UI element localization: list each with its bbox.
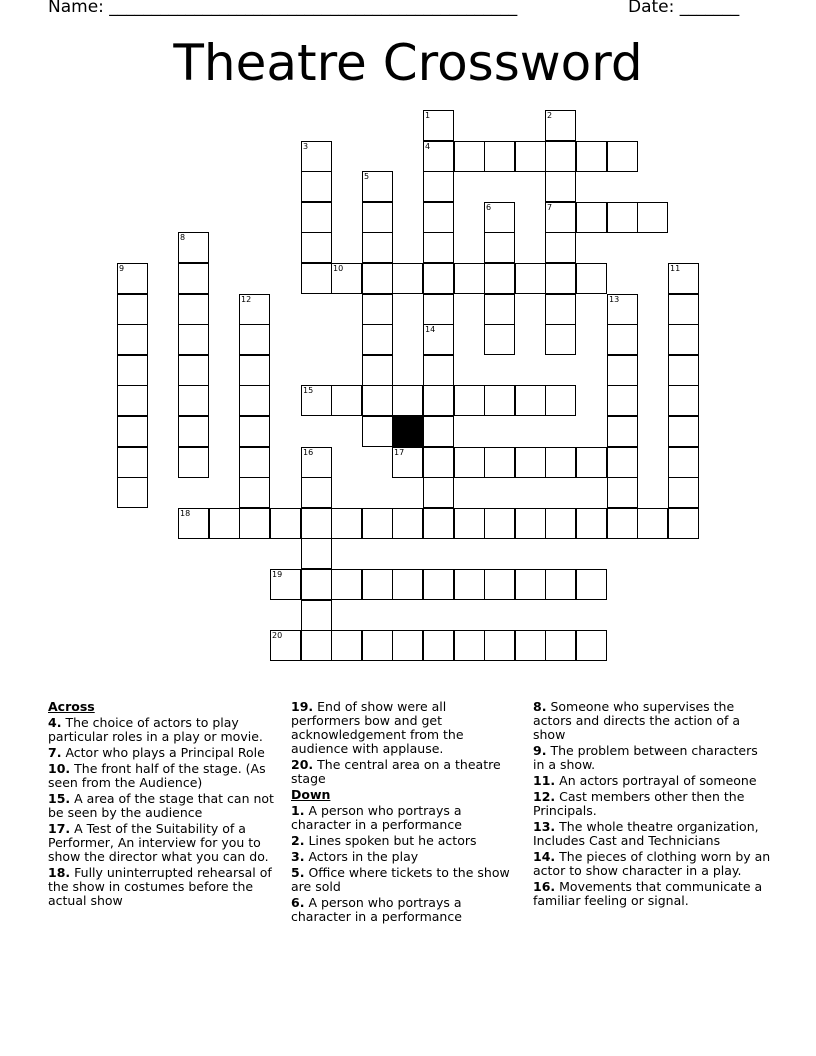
crossword-cell[interactable] <box>362 294 393 325</box>
clue-number: 15 <box>303 386 314 395</box>
crossword-cell[interactable] <box>607 324 638 355</box>
crossword-cell[interactable] <box>301 600 332 631</box>
crossword-cell[interactable] <box>607 355 638 386</box>
crossword-cell[interactable] <box>515 447 546 478</box>
crossword-cell[interactable] <box>239 385 270 416</box>
crossword-cell[interactable] <box>362 630 393 661</box>
crossword-cell[interactable] <box>668 447 699 478</box>
clue-number: 7 <box>547 203 553 212</box>
crossword-cell[interactable] <box>545 324 576 355</box>
crossword-cell[interactable] <box>484 294 515 325</box>
crossword-cell[interactable] <box>117 355 148 386</box>
crossword-cell[interactable] <box>117 416 148 447</box>
crossword-cell[interactable] <box>576 447 607 478</box>
crossword-cell[interactable] <box>239 447 270 478</box>
crossword-cell[interactable] <box>392 447 423 478</box>
clue-number: 12 <box>241 295 252 304</box>
crossword-cell[interactable] <box>362 171 393 202</box>
crossword-cell[interactable] <box>607 294 638 325</box>
crossword-cell[interactable] <box>423 508 454 539</box>
crossword-cell[interactable] <box>301 141 332 172</box>
crossword-cell[interactable] <box>362 232 393 263</box>
across-clue: 20. The central area on a theatre stage <box>291 757 501 786</box>
crossword-cell[interactable] <box>117 294 148 325</box>
crossword-cell[interactable] <box>668 263 699 294</box>
crossword-cell[interactable] <box>209 508 240 539</box>
clue-number: 1 <box>425 111 431 120</box>
down-clue: 5. Office where tickets to the show are sold <box>291 865 510 894</box>
crossword-cell[interactable] <box>301 508 332 539</box>
crossword-cell[interactable] <box>454 508 485 539</box>
crossword-cell[interactable] <box>178 355 209 386</box>
crossword-cell[interactable] <box>331 508 362 539</box>
crossword-cell[interactable] <box>331 630 362 661</box>
crossword-cell[interactable] <box>423 630 454 661</box>
clue-number: 5 <box>364 172 370 181</box>
crossword-cell[interactable] <box>362 385 393 416</box>
crossword-cell[interactable] <box>607 385 638 416</box>
crossword-cell[interactable] <box>423 355 454 386</box>
crossword-cell[interactable] <box>239 477 270 508</box>
crossword-cell[interactable] <box>545 508 576 539</box>
down-clue: 3. Actors in the play <box>291 849 419 864</box>
across-clue: 10. The front half of the stage. (As seen from the Audience) <box>48 761 266 790</box>
crossword-cell[interactable] <box>362 416 393 447</box>
crossword-cell[interactable] <box>576 263 607 294</box>
crossword-cell[interactable] <box>301 202 332 233</box>
crossword-cell[interactable] <box>454 385 485 416</box>
clue-number: 10 <box>333 264 344 273</box>
crossword-cell[interactable] <box>454 569 485 600</box>
clues-column-3 <box>533 700 773 910</box>
crossword-cell[interactable] <box>545 232 576 263</box>
crossword-cell[interactable] <box>607 508 638 539</box>
crossword-cell[interactable] <box>515 263 546 294</box>
crossword-cell[interactable] <box>423 569 454 600</box>
clue-number: 16 <box>303 448 314 457</box>
crossword-cell[interactable] <box>668 477 699 508</box>
crossword-cell[interactable] <box>607 416 638 447</box>
down-clue: 1. A person who portrays a character in a performance <box>291 803 462 832</box>
crossword-cell[interactable] <box>392 508 423 539</box>
crossword-cell[interactable] <box>392 569 423 600</box>
crossword-cell[interactable] <box>515 141 546 172</box>
crossword-cell[interactable] <box>454 630 485 661</box>
crossword-cell[interactable] <box>545 110 576 141</box>
clue-number: 4 <box>425 142 431 151</box>
crossword-cell[interactable] <box>392 630 423 661</box>
crossword-cell[interactable] <box>515 569 546 600</box>
crossword-cell[interactable] <box>117 263 148 294</box>
down-clue: 11. An actors portrayal of someone <box>533 773 757 788</box>
down-heading: Down <box>291 787 331 802</box>
crossword-cell[interactable] <box>362 355 393 386</box>
crossword-cell[interactable] <box>117 477 148 508</box>
crossword-cell[interactable] <box>239 416 270 447</box>
clue-number: 6 <box>486 203 492 212</box>
clue-number: 13 <box>609 295 620 304</box>
down-clue: 2. Lines spoken but he actors <box>291 833 477 848</box>
crossword-cell[interactable] <box>301 232 332 263</box>
clue-number: 2 <box>547 111 553 120</box>
name-field[interactable]: Name: ________________________________________________ <box>48 0 518 17</box>
crossword-cell[interactable] <box>576 569 607 600</box>
crossword-cell[interactable] <box>545 385 576 416</box>
crossword-cell[interactable] <box>178 294 209 325</box>
crossword-cell[interactable] <box>270 630 301 661</box>
crossword-cell[interactable] <box>668 324 699 355</box>
crossword-cell[interactable] <box>454 141 485 172</box>
down-clue: 16. Movements that communicate a familiar feeling or signal. <box>533 879 763 908</box>
crossword-cell[interactable] <box>331 569 362 600</box>
crossword-cell[interactable] <box>515 508 546 539</box>
crossword-cell[interactable] <box>515 385 546 416</box>
crossword-cell[interactable] <box>362 202 393 233</box>
crossword-cell[interactable] <box>484 232 515 263</box>
crossword-cell[interactable] <box>392 385 423 416</box>
crossword-cell[interactable] <box>301 477 332 508</box>
across-clue: 7. Actor who plays a Principal Role <box>48 745 265 760</box>
crossword-cell[interactable] <box>362 508 393 539</box>
crossword-cell[interactable] <box>423 385 454 416</box>
crossword-cell[interactable] <box>423 263 454 294</box>
crossword-cell[interactable] <box>301 263 332 294</box>
crossword-cell[interactable] <box>301 569 332 600</box>
crossword-cell[interactable] <box>301 171 332 202</box>
crossword-cell[interactable] <box>668 355 699 386</box>
crossword-cell[interactable] <box>637 508 668 539</box>
crossword-cell[interactable] <box>423 202 454 233</box>
crossword-cell[interactable] <box>423 447 454 478</box>
across-heading: Across <box>48 699 95 714</box>
crossword-cell[interactable] <box>607 477 638 508</box>
crossword-cell[interactable] <box>178 447 209 478</box>
crossword-cell[interactable] <box>607 447 638 478</box>
crossword-cell[interactable] <box>301 447 332 478</box>
crossword-cell[interactable] <box>637 202 668 233</box>
crossword-cell[interactable] <box>423 294 454 325</box>
crossword-cell[interactable] <box>423 110 454 141</box>
crossword-cell[interactable] <box>301 385 332 416</box>
date-field[interactable]: Date: _______ <box>628 0 740 17</box>
clues-column-2 <box>291 700 519 926</box>
across-clue: 15. A area of the stage that can not be seen by the audience <box>48 791 274 820</box>
crossword-cell[interactable] <box>423 232 454 263</box>
crossword-cell[interactable] <box>454 263 485 294</box>
crossword-cell[interactable] <box>331 263 362 294</box>
crossword-cell[interactable] <box>117 324 148 355</box>
crossword-cell[interactable] <box>484 447 515 478</box>
crossword-cell[interactable] <box>545 569 576 600</box>
crossword-cell[interactable] <box>178 324 209 355</box>
crossword-cell[interactable] <box>178 232 209 263</box>
clue-number: 18 <box>180 509 191 518</box>
clue-number: 3 <box>303 142 309 151</box>
crossword-cell[interactable] <box>270 508 301 539</box>
clue-number: 14 <box>425 325 436 334</box>
clue-number: 11 <box>670 264 681 273</box>
crossword-cell[interactable] <box>484 324 515 355</box>
clues-column-1 <box>48 700 280 910</box>
crossword-cell[interactable] <box>668 416 699 447</box>
across-clue: 4. The choice of actors to play particular roles in a play or movie. <box>48 715 263 744</box>
crossword-cell[interactable] <box>668 294 699 325</box>
crossword-cell[interactable] <box>301 538 332 569</box>
crossword-cell[interactable] <box>484 263 515 294</box>
across-clue: 18. Fully uninterrupted rehearsal of the show in costumes before the actual show <box>48 865 272 908</box>
crossword-cell[interactable] <box>362 324 393 355</box>
across-clue: 19. End of show were all performers bow and get acknowledgement from the audience with applause. <box>291 699 464 756</box>
crossword-cell[interactable] <box>576 202 607 233</box>
down-clue: 14. The pieces of clothing worn by an actor to show character in a play. <box>533 849 771 878</box>
crossword-cell[interactable] <box>576 141 607 172</box>
down-clue: 9. The problem between characters in a show. <box>533 743 758 772</box>
crossword-cell[interactable] <box>484 141 515 172</box>
crossword-cell[interactable] <box>423 324 454 355</box>
crossword-cell[interactable] <box>178 385 209 416</box>
crossword-cell[interactable] <box>484 630 515 661</box>
crossword-cell[interactable] <box>178 508 209 539</box>
clue-number: 9 <box>119 264 125 273</box>
crossword-cell[interactable] <box>178 263 209 294</box>
crossword-cell[interactable] <box>484 385 515 416</box>
page-title: Theatre Crossword <box>173 34 643 92</box>
down-clue: 8. Someone who supervises the actors and directs the action of a show <box>533 699 741 742</box>
crossword-cell[interactable] <box>239 294 270 325</box>
crossword-cell[interactable] <box>668 385 699 416</box>
crossword-cell[interactable] <box>484 202 515 233</box>
crossword-cell[interactable] <box>239 355 270 386</box>
crossword-cell[interactable] <box>576 630 607 661</box>
crossword-cell[interactable] <box>668 508 699 539</box>
crossword-cell[interactable] <box>239 324 270 355</box>
crossword-cell[interactable] <box>392 263 423 294</box>
crossword-cell[interactable] <box>545 141 576 172</box>
down-clue: 6. A person who portrays a character in a performance <box>291 895 462 924</box>
clue-number: 8 <box>180 233 186 242</box>
crossword-cell[interactable] <box>362 263 393 294</box>
crossword-cell[interactable] <box>545 294 576 325</box>
crossword-cell[interactable] <box>545 171 576 202</box>
down-clue: 13. The whole theatre organization, Includes Cast and Technicians <box>533 819 759 848</box>
down-clue: 12. Cast members other then the Principals. <box>533 789 745 818</box>
crossword-cell[interactable] <box>484 569 515 600</box>
crossword-cell[interactable] <box>423 141 454 172</box>
crossword-cell[interactable] <box>423 477 454 508</box>
clue-number: 19 <box>272 570 283 579</box>
crossword-cell[interactable] <box>301 630 332 661</box>
crossword-cell[interactable] <box>178 416 209 447</box>
crossword-cell[interactable] <box>576 508 607 539</box>
crossword-cell[interactable] <box>423 416 454 447</box>
crossword-cell[interactable] <box>545 447 576 478</box>
across-clue: 17. A Test of the Suitability of a Performer, An interview for you to show the director what you can do. <box>48 821 269 864</box>
crossword-cell[interactable] <box>545 630 576 661</box>
crossword-cell[interactable] <box>331 385 362 416</box>
crossword-cell[interactable] <box>423 171 454 202</box>
crossword-cell[interactable] <box>515 630 546 661</box>
crossword-cell[interactable] <box>117 447 148 478</box>
crossword-block <box>392 416 423 447</box>
crossword-cell[interactable] <box>607 141 638 172</box>
crossword-cell[interactable] <box>239 508 270 539</box>
crossword-cell[interactable] <box>484 508 515 539</box>
crossword-cell[interactable] <box>545 202 576 233</box>
crossword-cell[interactable] <box>270 569 301 600</box>
clue-number: 20 <box>272 631 283 640</box>
crossword-cell[interactable] <box>117 385 148 416</box>
crossword-cell[interactable] <box>362 569 393 600</box>
crossword-cell[interactable] <box>545 263 576 294</box>
clue-number: 17 <box>394 448 405 457</box>
crossword-cell[interactable] <box>454 447 485 478</box>
crossword-cell[interactable] <box>607 202 638 233</box>
